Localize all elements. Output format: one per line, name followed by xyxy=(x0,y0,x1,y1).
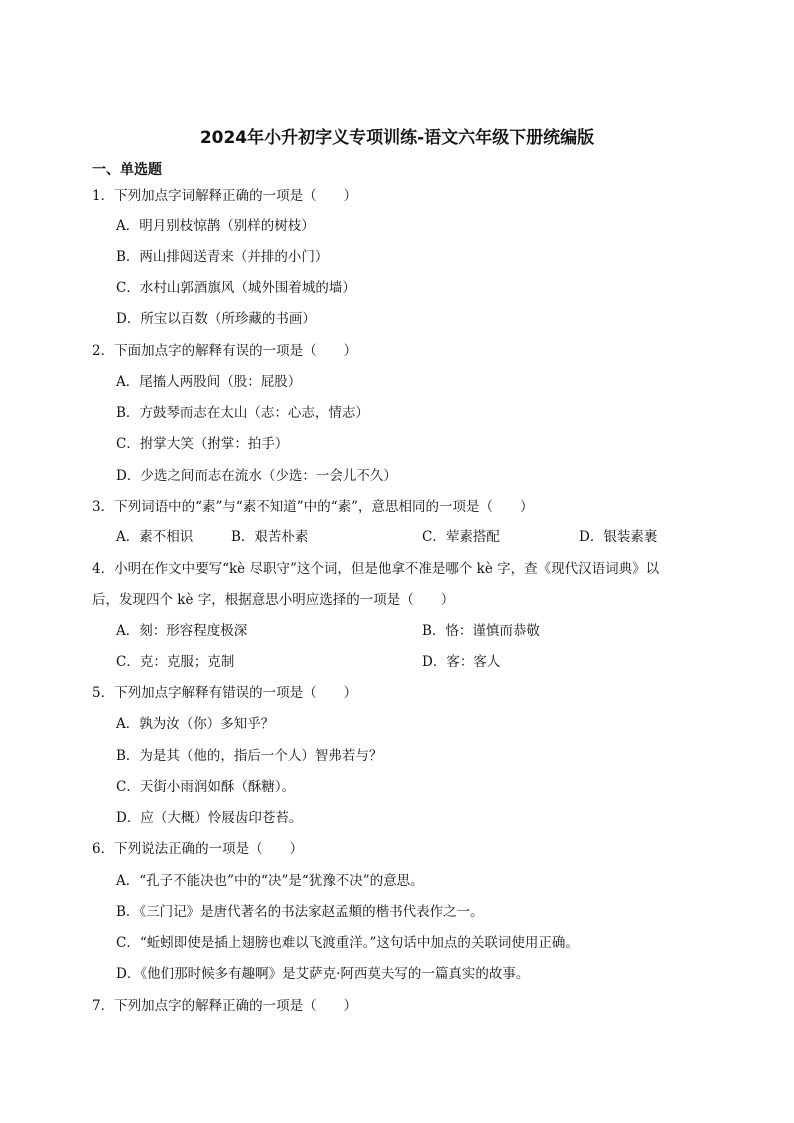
question-3-option-a: A．素不相识 xyxy=(116,529,194,545)
question-5-option-b: B．为是其（他的，指后一个人）智弗若与？ xyxy=(116,748,383,764)
question-4-option-a: A．刻：形容程度极深 xyxy=(116,623,248,639)
question-4-option-c: C．克：克服；克制 xyxy=(116,654,235,670)
question-6-stem: 6．下列说法正确的一项是（ ） xyxy=(92,841,304,857)
question-3-option-c: C．荤素搭配 xyxy=(422,529,500,545)
question-5-option-c: C．天街小雨润如酥（酥糖）。 xyxy=(116,779,296,795)
document-title: 2024年小升初字义专项训练-语文六年级下册统编版 xyxy=(199,128,595,148)
question-1-option-d: D．所宝以百数（所珍藏的书画） xyxy=(116,311,316,327)
question-1-option-b: B．两山排闼送青来（并排的小门） xyxy=(116,249,329,265)
question-6-option-c: C．“蚯蚓即使是插上翅膀也难以飞渡重洋。”这句话中加点的关联词使用正确。 xyxy=(116,935,579,951)
question-1-option-c: C．水村山郭酒旗风（城外围着城的墙） xyxy=(116,280,356,296)
question-4-option-d: D．客：客人 xyxy=(422,654,501,670)
question-7-stem: 7．下列加点字的解释正确的一项是（ ） xyxy=(92,998,358,1014)
question-5-option-a: A．孰为汝（你）多知乎？ xyxy=(116,716,275,732)
question-2-option-a: A．尾搐人两股间（股：屁股） xyxy=(116,374,302,390)
question-6-option-a: A．“孔子不能决也”中的“决”是“犹豫不决”的意思。 xyxy=(116,873,424,889)
question-6-option-d: D．《他们那时候多有趣啊》是艾萨克·阿西莫夫写的一篇真实的故事。 xyxy=(116,966,530,982)
question-4-stem-line-1: 4．小明在作文中要写“kè 尽职守”这个词，但是他拿不准是哪个 kè 字，查《现代汉语词典》以 xyxy=(92,561,660,577)
section-heading: 一、单选题 xyxy=(92,162,162,178)
question-2-option-b: B．方鼓琴而志在太山（志：心志，情志） xyxy=(116,405,369,421)
question-5-stem: 5．下列加点字解释有错误的一项是（ ） xyxy=(92,685,358,701)
question-1-stem: 1．下列加点字词解释正确的一项是（ ） xyxy=(92,188,358,204)
question-3-option-d: D．银装素裹 xyxy=(579,529,658,545)
question-2-option-c: C．拊掌大笑（拊掌：拍手） xyxy=(116,436,289,452)
question-3-stem: 3．下列词语中的“素”与“素不知道”中的“素”，意思相同的一项是（ ） xyxy=(92,499,534,515)
question-6-option-b: B．《三门记》是唐代著名的书法家赵孟頫的楷书代表作之一。 xyxy=(116,904,484,920)
question-2-option-d: D．少选之间而志在流水（少选：一会儿不久） xyxy=(116,468,397,484)
question-4-option-b: B．恪：谨慎而恭敬 xyxy=(422,623,540,639)
question-1-option-a: A．明月别枝惊鹊（别样的树枝） xyxy=(116,218,315,234)
question-3-option-b: B．艰苦朴素 xyxy=(231,529,309,545)
question-4-stem-line-2: 后，发现四个 kè 字，根据意思小明应选择的一项是（ ） xyxy=(92,592,455,608)
question-2-stem: 2．下面加点字的解释有误的一项是（ ） xyxy=(92,343,358,359)
question-5-option-d: D．应（大概）怜屐齿印苍苔。 xyxy=(116,810,303,826)
